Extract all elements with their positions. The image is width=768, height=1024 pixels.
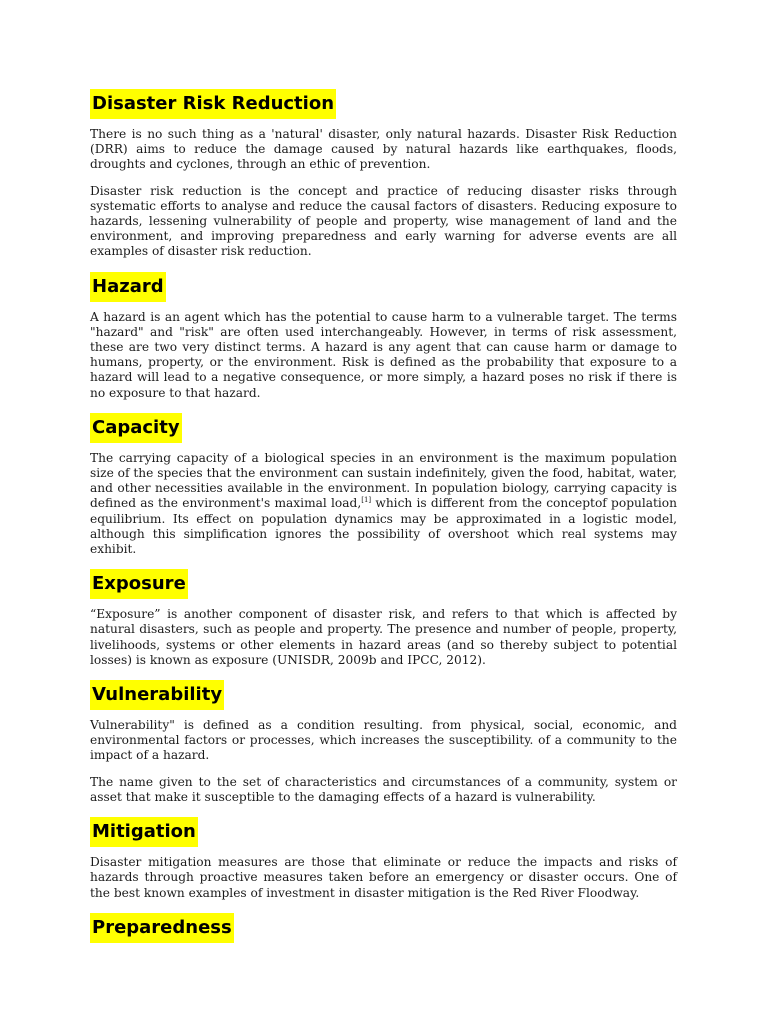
paragraph (90, 451, 677, 557)
section-heading: Mitigation (90, 817, 198, 847)
citation-link[interactable]: [1] (361, 496, 372, 505)
section-hazard (90, 272, 677, 401)
paragraph-text: which is different from the conceptof population equilibrium. Its effect on population dynamics may be approximated in a logistic model, although this simplification ignores the possibility of overshoot which real systems may exhibit. (90, 496, 677, 557)
section-capacity (90, 413, 677, 557)
paragraph: There is no such thing as a 'natural' disaster, only natural hazards. Disaster Risk Reduction (DRR) aims to reduce the damage caused by natural hazards like earthquakes, floods, droughts and cyclones, through an ethic of prevention. (90, 127, 677, 172)
paragraph: “Exposure” is another component of disaster risk, and refers to that which is affected by natural disasters, such as people and property. The presence and number of people, property, livelihoods, systems or other elements in hazard areas (and so thereby subject to potential losses) is known as exposure (UNISDR, 2009b and IPCC, 2012). (90, 607, 677, 667)
document-page (90, 89, 677, 943)
section-heading: Preparedness (90, 913, 234, 943)
paragraph: The name given to the set of characteristics and circumstances of a community, system or asset that make it susceptible to the damaging effects of a hazard is vulnerability. (90, 774, 677, 804)
section-heading: Exposure (90, 569, 188, 599)
section-exposure (90, 569, 677, 668)
section-preparedness (90, 913, 677, 943)
section-vulnerability (90, 680, 677, 805)
paragraph: Vulnerability" is defined as a condition resulting. from physical, social, economic, and environmental factors or processes, which increases the susceptibility. of a community to the impact of a hazard. (90, 718, 677, 763)
paragraph: A hazard is an agent which has the potential to cause harm to a vulnerable target. The terms "hazard" and "risk" are often used interchangeably. However, in terms of risk assessment, these are two very distinct terms. A hazard is any agent that can cause harm or damage to humans, property, or the environment. Risk is defined as the probability that exposure to a hazard will lead to a negative consequence, or more simply, a hazard poses no risk if there is no exposure to that hazard. (90, 309, 677, 400)
section-heading: Hazard (90, 272, 166, 302)
section-mitigation (90, 817, 677, 901)
paragraph: Disaster mitigation measures are those that eliminate or reduce the impacts and risks of hazards through proactive measures taken before an emergency or disaster occurs. One of the best known examples of investment in disaster mitigation is the Red River Floodway. (90, 855, 677, 900)
section-heading: Capacity (90, 413, 182, 443)
paragraph-text: The carrying capacity of a biological species in an environment is the maximum population size of the species that the environment can sustain indefinitely, given the food, habitat, water, and other necessities available in the environment. In population biology, carrying capacity is defined as the environment's maximal load, (90, 450, 677, 511)
section-heading: Disaster Risk Reduction (90, 89, 336, 119)
section-disaster-risk-reduction (90, 89, 677, 260)
paragraph: Disaster risk reduction is the concept and practice of reducing disaster risks through systematic efforts to analyse and reduce the causal factors of disasters. Reducing exposure to hazards, lessening vulnerability of people and property, wise management of land and the environment, and improving preparedness and early warning for adverse events are all examples of disaster risk reduction. (90, 183, 677, 259)
section-heading: Vulnerability (90, 680, 224, 710)
